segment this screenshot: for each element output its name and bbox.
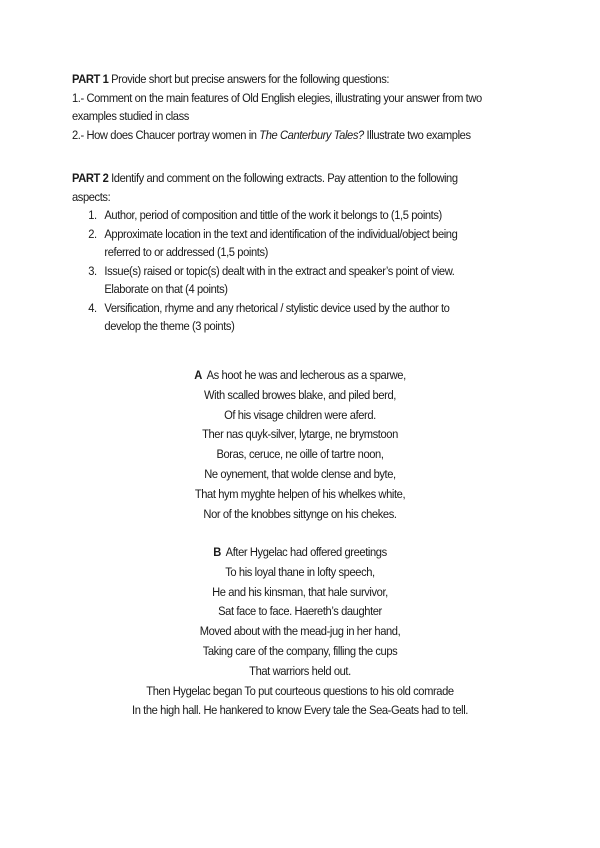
poem-line: He and his kinsman, that hale survivor, [212,584,388,599]
poem-line: B After Hygelac had offered greetings [213,545,387,559]
poem-line: To his loyal thane in lofty speech, [225,564,375,579]
list-item: 2. Approximate location in the text and identification of the individual/object being referred to or addressed (1,5 points) [88,226,458,259]
extract-b [0,543,600,721]
part-1-intro: PART 1 Provide short but precise answers for the following questions: [72,72,390,86]
poem-line: That warriors held out. [249,663,351,678]
poem-line: Ther nas quyk-silver, lytarge, ne brymstoon [202,427,398,442]
part-2-section [72,169,486,336]
extract-a [0,366,600,524]
list-item: 4. Versification, rhyme and any rhetorical / stylistic device used by the author to develop the theme (3 points) [88,300,450,333]
extract-a-label: A [194,368,202,382]
poem-line: With scalled browes blake, and piled berd, [204,387,396,402]
part-2-heading: PART 2 [72,171,109,185]
question-1: 1.- Comment on the main features of Old English elegies, illustrating your answer from two examples studied in class [72,90,482,123]
poem-line: Nor of the knobbes sittynge on his chekes. [203,506,397,521]
poem-line: Ne oynement, that wolde clense and byte, [204,466,396,481]
poem-line: In the high hall. He hankered to know Every tale the Sea-Geats had to tell. [131,703,468,718]
poem-line: Of his visage children were aferd. [224,407,376,422]
criteria-list [72,206,486,336]
question-2: 2.- How does Chaucer portray women in The Canterbury Tales? Illustrate two examples [72,127,471,142]
poem-line: Then Hygelac began To put courteous questions to his old comrade [146,683,454,698]
list-item: 1. Author, period of composition and tittle of the work it belongs to (1,5 points) [88,208,442,222]
poem-line: Sat face to face. Haereth’s daughter [218,604,382,619]
extract-b-label: B [213,545,221,559]
poem-line: Taking care of the company, filling the cups [202,643,398,658]
part-2-intro: PART 2 Identify and comment on the following extracts. Pay attention to the following aspects: [72,171,458,204]
poem-line: Moved about with the mead-jug in her hand, [199,624,401,639]
poem-line: That hym myghte helpen of his whelkes white, [194,486,406,501]
part-1-section [72,70,486,144]
list-item: 3. Issue(s) raised or topic(s) dealt with in the extract and speaker’s point of view. Elaborate on that (4 points) [88,263,455,296]
part-1-heading: PART 1 [72,72,109,86]
canterbury-tales-title: The Canterbury Tales? [259,127,364,142]
poem-line: Boras, ceruce, ne oille of tartre noon, [216,447,384,462]
poem-line: A As hoot he was and lecherous as a sparwe, [194,368,406,382]
